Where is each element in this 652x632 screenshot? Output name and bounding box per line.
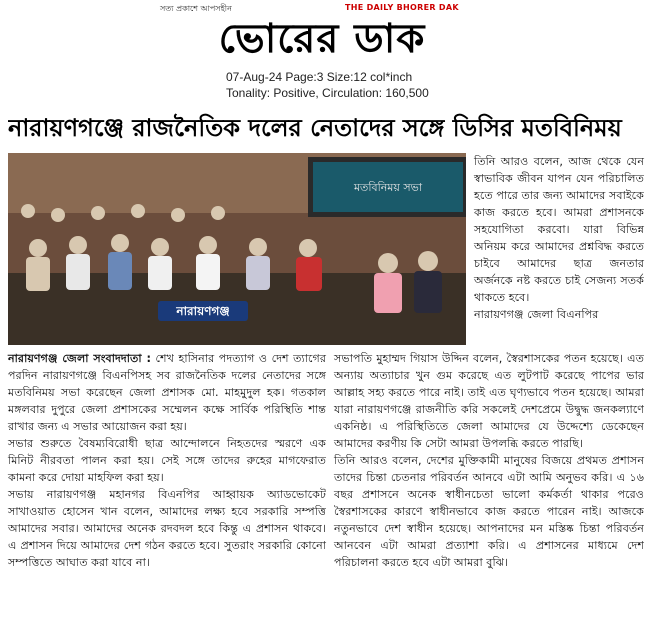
clipping-meta-tonality: Tonality: Positive, Circulation: 160,500 — [226, 86, 429, 100]
masthead-english-title: THE DAILY BHORER DAK — [345, 3, 459, 12]
article-photo — [8, 153, 466, 345]
meeting-photo-illustration — [8, 153, 466, 345]
masthead — [0, 0, 652, 70]
article-dateline: নারায়ণগঞ্জ জেলা সংবাদদাতা : — [8, 352, 151, 365]
masthead-tagline: সত্য প্রকাশে আপসহীন — [160, 4, 232, 13]
clipping-meta-date: 07-Aug-24 Page:3 Size:12 col*inch — [226, 70, 413, 84]
article-paragraph: নারায়ণগঞ্জ জেলা বিএনপির — [474, 308, 599, 321]
photo-banner: নারায়ণগঞ্জ — [176, 304, 230, 318]
article-paragraph: তিনি আরও বলেন, দেশের মুক্তিকামী মানুষের বিজয়ে প্রথমত প্রশাসন তাদের চিন্তা চেতনার পরিবর্তন আনবে এটা আমি অনুভব করি। এ ১৬ বছর প্রশাসনে অনেক স্বাধীনচেতা ভালো কর্মকর্তা থাকার পরেও স্বৈরশাসকের কারণে স্বাধীনভাবে কাজ করতে পারেন নাই। আজকে নতুনভাবে দেশ স্বাধীন হয়েছে। আপনাদের মন মস্তিষ্ক চিন্তা পরিবর্তন আনবেন এটা আমরা প্রত্যাশা করি। এ প্রশাসনের মাধ্যমে দেশ পরিচালনা করতে হবে এটা আমরা বুঝি। — [334, 454, 644, 569]
article-column-right-bottom — [334, 350, 644, 571]
article-column-left — [8, 350, 326, 571]
article-headline: নারায়ণগঞ্জে রাজনৈতিক দলের নেতাদের সঙ্গে ডিসির মতবিনিময় — [8, 114, 622, 142]
article-paragraph: তিনি আরও বলেন, আজ থেকে যেন স্বাভাবিক জীবন যাপন যেন পরিচালিত হতে পারে তার জন্য আমাদের সবাইকে কাজ করতে হবে। আমরা প্রশাসনকে সহযোগিতা করবো। যারা বিভিন্ন অনিয়ম করে আমাদের প্রশ্নবিদ্ধ করতে চাইবে আমাদের ছাত্র জনতার অর্জনকে নষ্ট করতে চাই সেজন্য সতর্ক থাকতে হবে। — [474, 155, 644, 304]
article-paragraph: সভাপতি মুহাম্মদ গিয়াস উদ্দিন বলেন, স্বৈরশাসকের পতন হয়েছে। এত অন্যায় অত্যাচার খুন গুম করেছে এত লুটপাট করেছে পাপের ভার আল্লাহ সহ্য করতে পারে নাই। তাই এত ঘৃণ্যভাবে পতন হয়েছে। আমরা যারা নারায়ণগঞ্জে রাজনীতি করি সকলেই দেশপ্রেমে উদ্বুদ্ধ জনকল্যাণে একনিষ্ঠ। এ পরিস্থিতিতে জেলা আমাদের যে উদ্দেশ্যে ডেকেছেন আমাদের করণীয় কি সেটা আমরা উপলব্ধি করতে পারছি। — [334, 352, 644, 450]
screen-text: মতবিনিময় সভা — [353, 181, 423, 194]
article-paragraph-text: শেখ হাসিনার পদত্যাগ ও দেশ ত্যাগের পরদিন নারায়ণগঞ্জে বিএনপিসহ সব রাজনৈতিক দলের নেতাদের সঙ্গে মতবিনিময় সভা করেছেন জেলা প্রশাসক মো. মাহমুদুল হক। গতকাল মঙ্গলবার দুপুরে জেলা প্রশাসকের সম্মেলন কক্ষে সার্বিক পরিস্থিতি শান্ত রাখার জন্য এ সভার আয়োজন করা হয়। — [8, 352, 327, 433]
article-paragraph: সভায় নারায়ণগঞ্জ মহানগর বিএনপির আহ্বায়ক অ্যাডভোকেট সাখাওয়াত হোসেন খান বলেন, আমাদের লক্ষ্য হবে সরকারি সম্পত্তি আমাদের সবার। আমাদের অনেক রদবদল হবে কিন্তু এ প্রশাসন থাকবে। এ প্রশাসন দিয়ে আমাদের দেশ গঠন করতে হবে। সুতরাং সরকারি কোনো সম্পত্তিতে আঘাত করা যাবে না। — [8, 488, 326, 569]
newspaper-logo: ভোরের ডাক — [218, 16, 426, 62]
article-column-right-top — [474, 153, 644, 323]
article-paragraph: সভার শুরুতে বৈষম্যবিরোধী ছাত্র আন্দোলনে নিহতদের স্মরণে এক মিনিট নীরবতা পালন করা হয়। সেই সঙ্গে তাদের রুহের মাগফেরাত কামনা করে দোয়া মাহফিল করা হয়। — [8, 437, 326, 484]
article-paragraph — [8, 350, 326, 435]
